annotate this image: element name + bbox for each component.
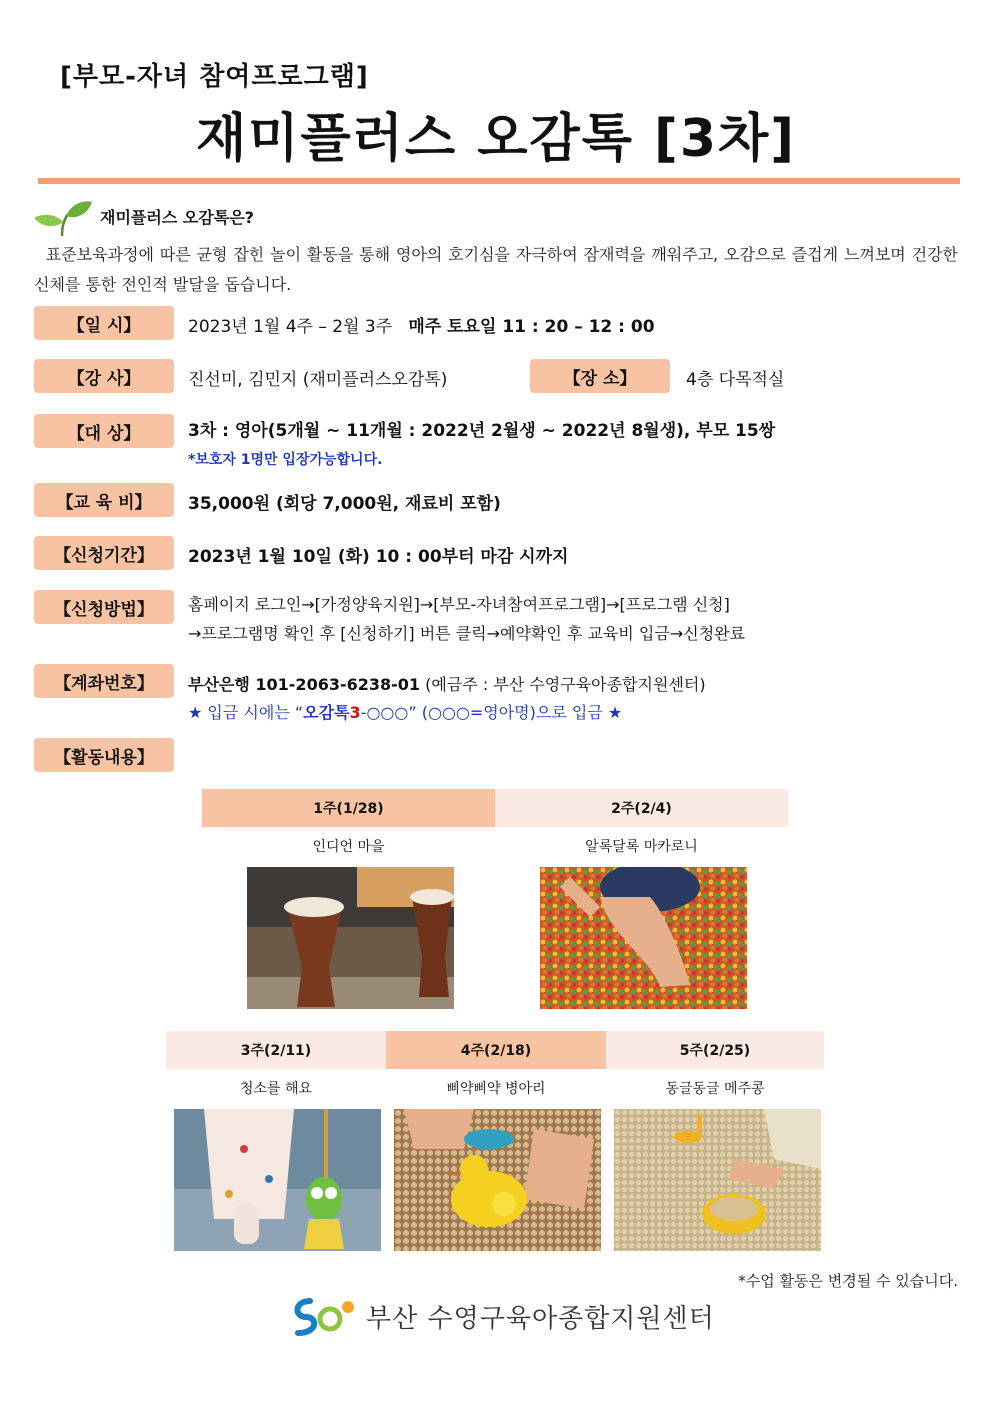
week-5-header: 5주(2/25) xyxy=(606,1031,824,1069)
fee-label: 【교 육 비】 xyxy=(34,483,174,517)
place-value: 4층 다목적실 xyxy=(686,370,785,390)
deposit-number: 3 xyxy=(349,703,361,722)
period-label: 【신청기간】 xyxy=(34,536,174,570)
method-line-2: →프로그램명 확인 후 [신청하기] 버튼 클릭→예약확인 후 교육비 입금→신청완료 xyxy=(188,624,746,643)
account-label: 【계좌번호】 xyxy=(34,664,174,698)
deposit-prefix: ★ 입금 시에는 “ xyxy=(188,703,304,722)
week-2-photo xyxy=(540,867,747,1009)
method-label: 【신청방법】 xyxy=(34,590,174,624)
target-value: 3차 : 영아(5개월 ~ 11개월 : 2022년 2월생 ~ 2022년 8월생), 부모 15쌍 xyxy=(188,421,776,441)
instructor-label: 【강 사】 xyxy=(34,359,174,393)
account-holder: (예금주 : 부산 수영구육아종합지원센터) xyxy=(425,675,706,694)
week-2-header: 2주(2/4) xyxy=(495,789,788,827)
program-category: [부모-자녀 참여프로그램] xyxy=(60,62,369,92)
week-4-header: 4주(2/18) xyxy=(386,1031,606,1069)
intro-text xyxy=(34,240,958,300)
sprout-icon xyxy=(32,198,94,238)
fee-value: 35,000원 (회당 7,000원, 재료비 포함) xyxy=(188,494,501,514)
week-3-title: 청소를 해요 xyxy=(239,1081,313,1097)
place-label: 【장 소】 xyxy=(530,359,670,393)
target-label: 【대 상】 xyxy=(34,414,174,448)
week-1-title: 인디언 마을 xyxy=(312,839,385,855)
deposit-suffix: -○○○” (○○○=영아명)으로 입금 ★ xyxy=(360,703,623,722)
week-5-photo xyxy=(614,1109,821,1251)
date-label: 【일 시】 xyxy=(34,306,174,340)
target-note: *보호자 1명만 입장가능합니다. xyxy=(188,452,383,468)
week-4-title: 삐약삐약 병아리 xyxy=(446,1081,546,1097)
instructor-value: 진선미, 김민지 (재미플러스오감톡) xyxy=(188,370,448,390)
center-name: 부산 수영구육아종합지원센터 xyxy=(366,1304,715,1334)
week-5-title: 동글동글 메주콩 xyxy=(665,1081,765,1097)
week-3-photo xyxy=(174,1109,381,1251)
date-value xyxy=(188,312,655,337)
week-1-photo xyxy=(247,867,454,1009)
date-range: 2023년 1월 4주 – 2월 3주 xyxy=(188,317,393,337)
week-3-header: 3주(2/11) xyxy=(166,1031,386,1069)
page-title: 재미플러스 오감톡 [3차] xyxy=(195,109,796,169)
intro-heading: 재미플러스 오감톡은? xyxy=(100,208,254,227)
title-divider xyxy=(38,178,960,184)
deposit-instruction xyxy=(188,700,622,723)
account-bank: 부산은행 101-2063-6238-01 xyxy=(188,675,421,694)
week-2-title: 알록달록 마카로니 xyxy=(585,839,698,855)
week-1-header: 1주(1/28) xyxy=(202,789,495,827)
account-value xyxy=(188,672,706,695)
activity-label: 【활동내용】 xyxy=(34,738,174,772)
period-value: 2023년 1월 10일 (화) 10 : 00부터 마감 시까지 xyxy=(188,547,569,567)
center-logo-icon xyxy=(290,1293,360,1339)
week-4-photo xyxy=(394,1109,601,1251)
intro-body: 표준보육과정에 따른 균형 잡힌 놀이 활동을 통해 영아의 호기심을 자극하여 잠재력을 깨워주고, 오감으로 즐겁게 느껴보며 건강한 신체를 통한 전인적 발달을 돕습니다. xyxy=(34,245,958,294)
method-line-1: 홈페이지 로그인→[가정양육지원]→[부모-자녀참여프로그램]→[프로그램 신청] xyxy=(188,595,730,614)
date-time: 매주 토요일 11 : 20 – 12 : 00 xyxy=(408,317,655,337)
deposit-name: 오감톡 xyxy=(303,703,350,722)
change-notice: *수업 활동은 변경될 수 있습니다. xyxy=(738,1272,958,1290)
